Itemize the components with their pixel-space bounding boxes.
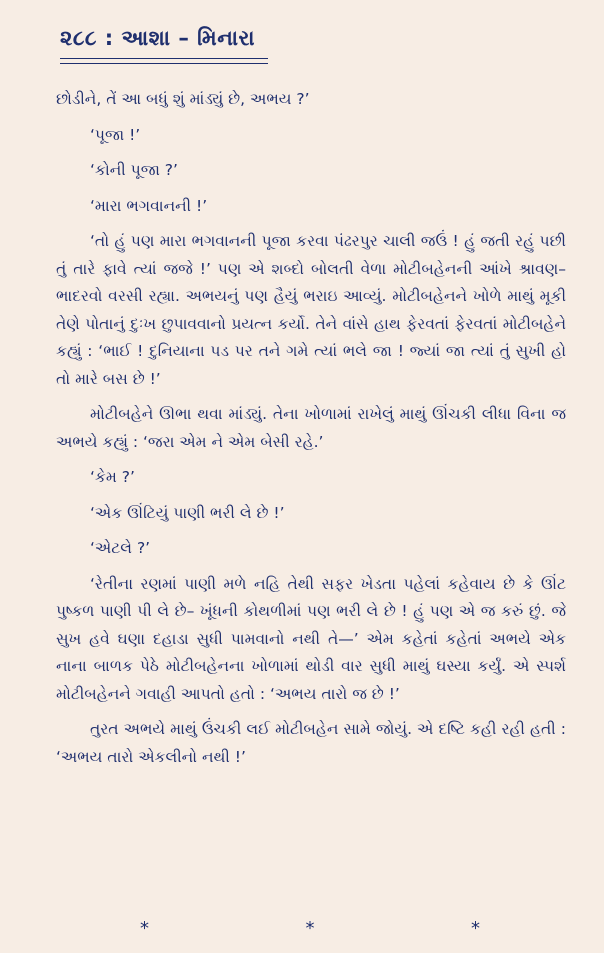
body-text: [56, 86, 566, 771]
paragraph: મોટીબહેને ઊભા થવા માંડ્યું. તેના ખોળામાં રાખેલું માથું ઊંચકી લીધા વિના જ અભયે કહ્યું : ‘જરા એમ ને એમ બેસી રહે.’: [56, 405, 566, 451]
dialogue-line: ‘કેમ ?’: [90, 468, 135, 486]
paragraph: ‘રેતીના રણમાં પાણી મળે નહિ તેથી સફર ખેડતા પહેલાં કહેવાય છે કે ઊંટ પુષ્કળ પાણી પી લે છે– ખૂંધની કોથળીમાં પણ ભરી લે છે ! હું પણ એ જ કરું છું. જે સુખ હવે ઘણા દહાડા સુધી પામવાનો નથી તે—’ એમ કહેતાં કહેતાં અભયે એક નાના બાળક પેઠે મોટીબહેનના ખોળામાં થોડી વાર સુધી માથું ઘસ્યા કર્યું. એ સ્પર્શ મોટીબહેનને ગવાહી આપતો હતો : ‘અભય તારો જ છે !’: [56, 574, 566, 703]
book-title: આશા – મિનારા: [121, 26, 256, 50]
dialogue-line: ‘કોની પૂજા ?’: [90, 161, 178, 179]
paragraph-continued: છોડીને, તેં આ બધું શું માંડ્યું છે, અભય ?’: [56, 90, 310, 108]
dialogue-line: ‘એટલે ?’: [90, 539, 151, 557]
running-header: [60, 26, 255, 51]
paragraph: ‘તો હું પણ મારા ભગવાનની પૂજા કરવા પંઢરપુર ચાલી જઉં ! હું જતી રહું પછી તું તારે ફાવે ત્યાં જજે !’ પણ એ શબ્દો બોલતી વેળા મોટીબહેનની આંખે શ્રાવણ–ભાદરવો વરસી રહ્યા. અભયનું પણ હૈયું ભરાઇ આવ્યું. મોટીબહેનને ખોળે માથું મૂકી તેણે પોતાનું દુઃખ છુપાવવાનો પ્રયત્ન કર્યો. તેને વાંસે હાથ ફેરવતાં ફેરવતાં મોટીબહેને કહ્યું : ‘ભાઈ ! દુનિયાના પડ પર તને ગમે ત્યાં ભલે જા ! જ્યાં જા ત્યાં તું સુખી હો તો મારે બસ છે !’: [56, 232, 566, 388]
section-break-star: *: [140, 918, 149, 939]
section-break-star: *: [305, 918, 315, 939]
dialogue-line: ‘પૂજા !’: [90, 125, 141, 144]
dialogue-line: ‘એક ઊંટિયું પાણી ભરી લે છે !’: [90, 503, 285, 522]
page-number: ૨૮૮: [60, 26, 97, 50]
header-separator: :: [96, 26, 122, 50]
header-underline: [60, 58, 268, 64]
paragraph: તુરત અભયે માથું ઉંચકી લઈ મોટીબહેન સામે જોયું. એ દષ્ટિ કહી રહી હતી : ‘અભય તારો એકલીનો નથી !’: [56, 720, 566, 766]
section-break-star: *: [471, 918, 480, 939]
section-break: [140, 918, 480, 939]
dialogue-line: ‘મારા ભગવાનની !’: [90, 196, 208, 215]
